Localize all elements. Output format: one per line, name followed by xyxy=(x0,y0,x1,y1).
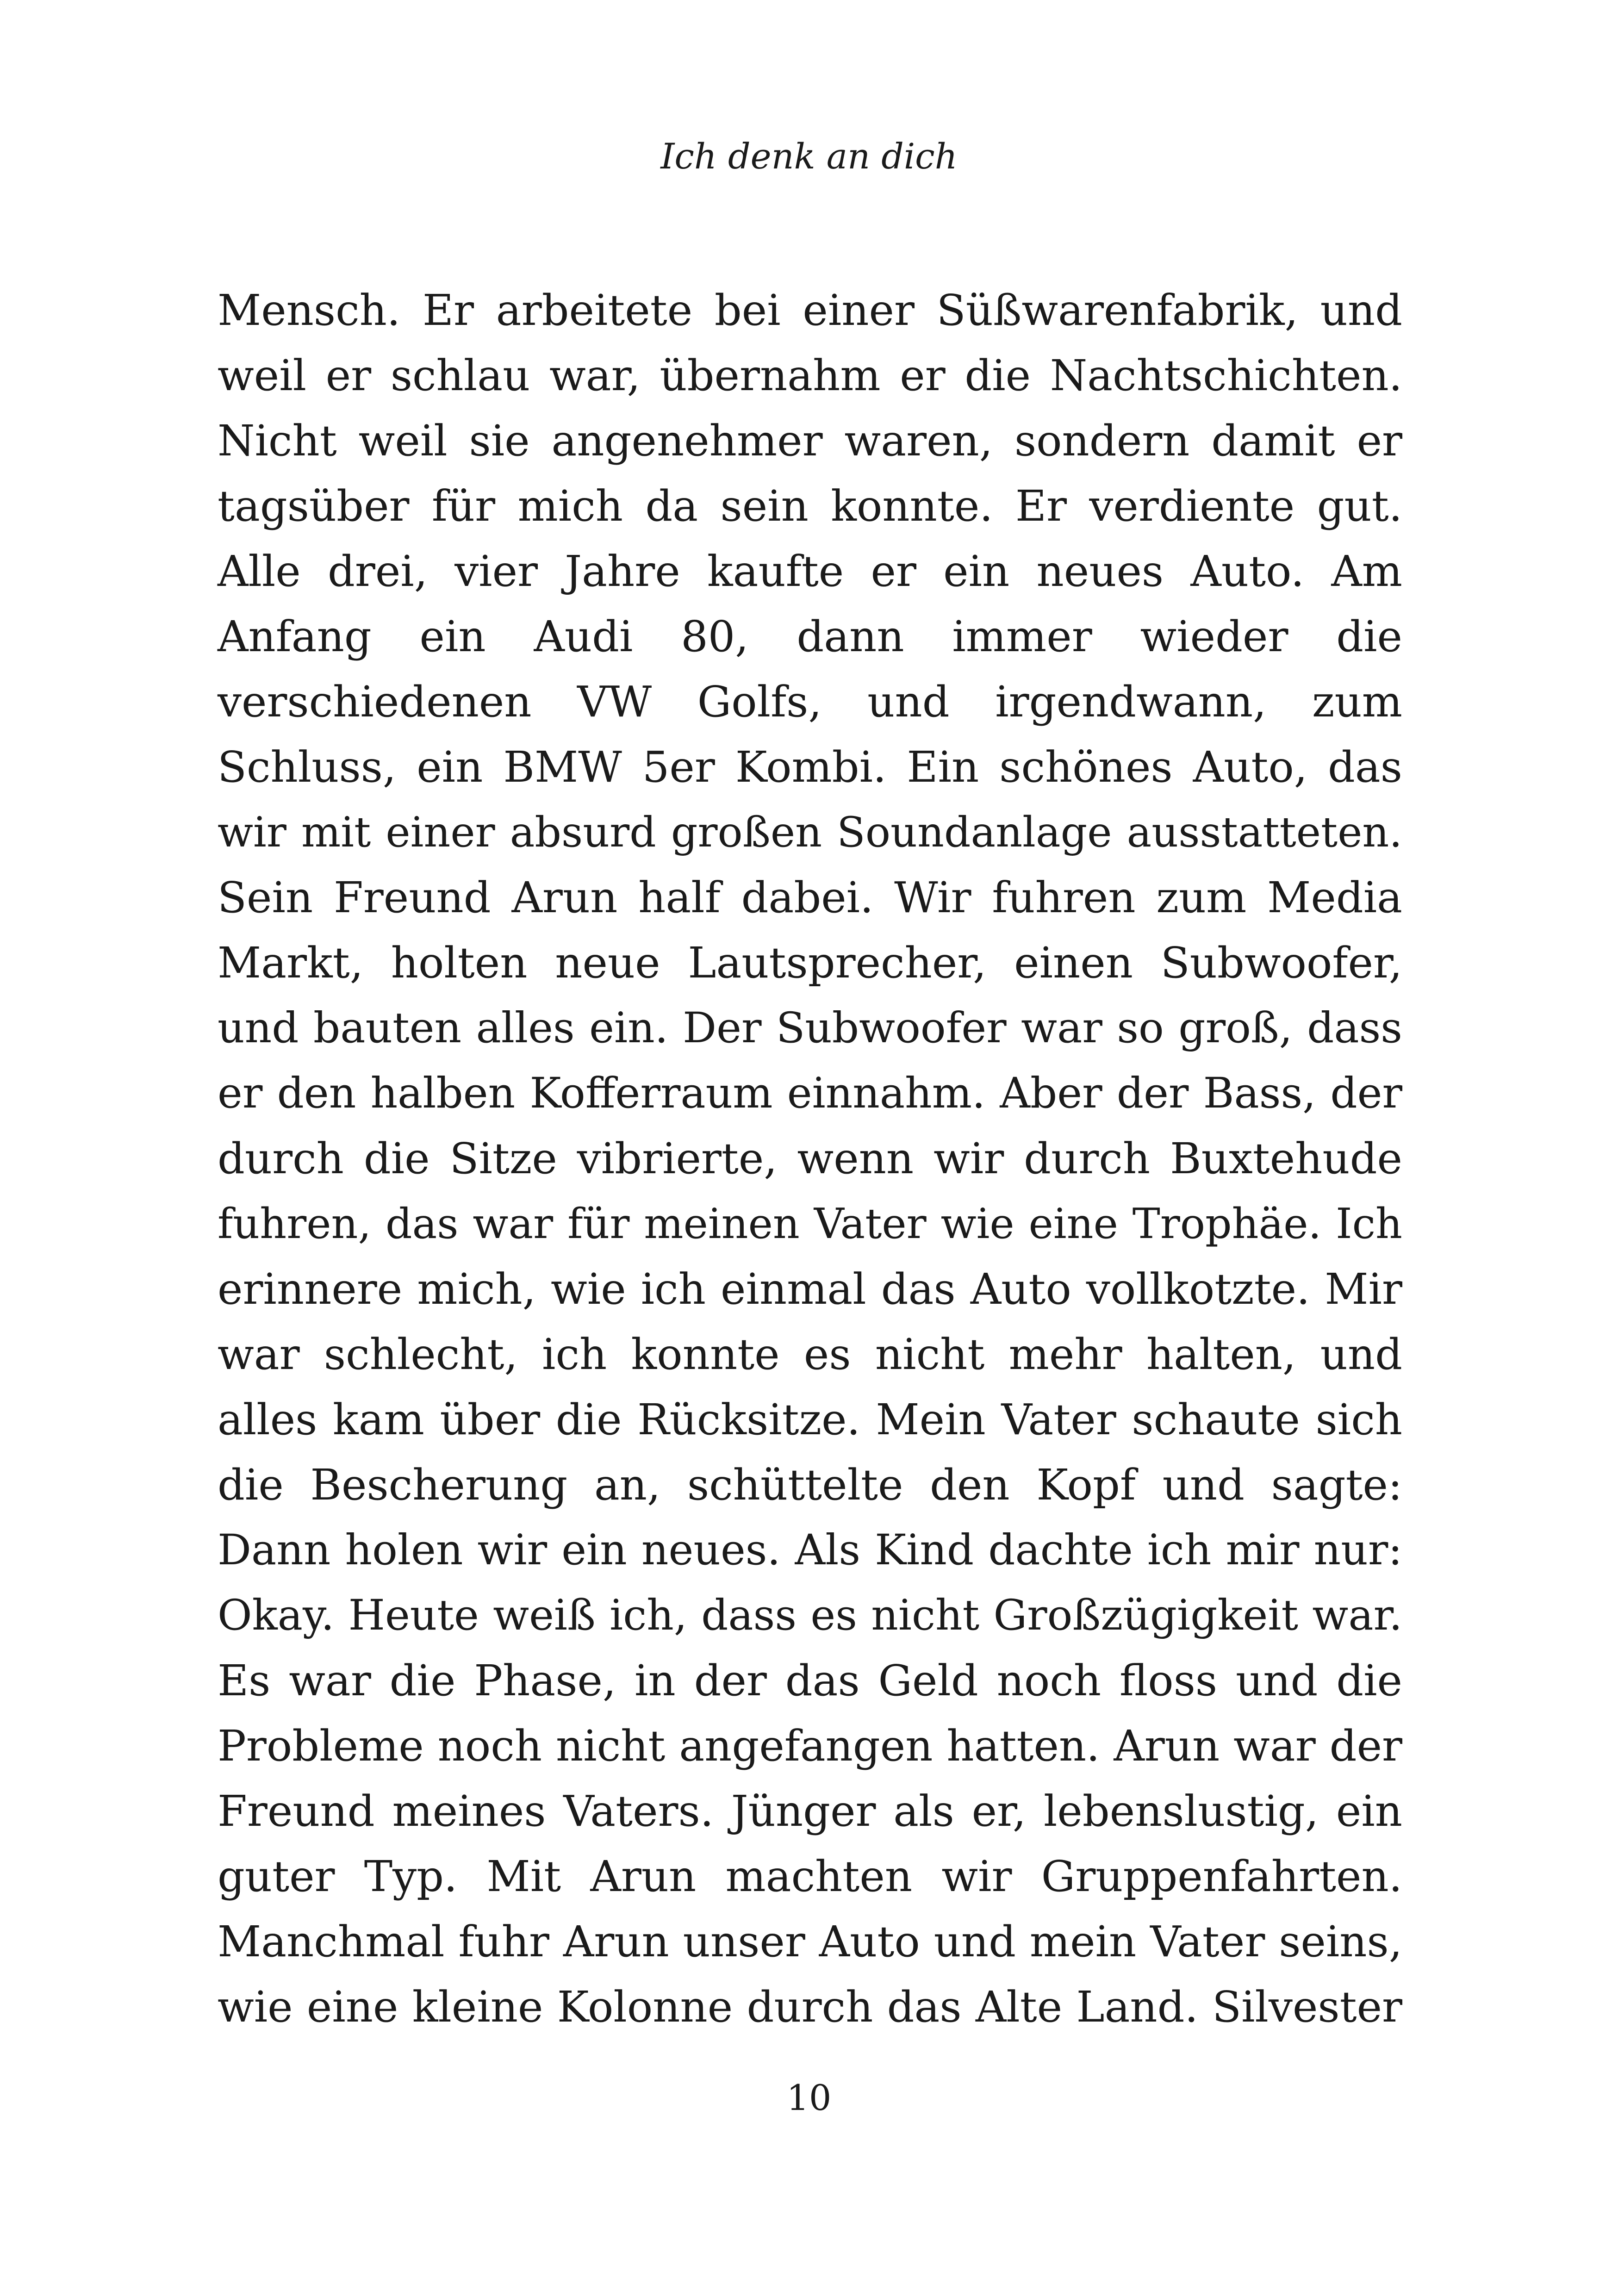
text-line: Schluss, ein BMW 5er Kombi. Ein schönes Auto, das xyxy=(218,742,1402,792)
text-line: Okay. Heute weiß ich, dass es nicht Großzügigkeit war. xyxy=(218,1591,1402,1640)
text-line: Anfang ein Audi 80, dann immer wieder die xyxy=(218,612,1402,661)
text-line: durch die Sitze vibrierte, wenn wir durch Buxtehude xyxy=(218,1134,1402,1183)
body-text xyxy=(218,278,1402,2040)
text-line: wir mit einer absurd großen Soundanlage ausstatteten. xyxy=(218,808,1402,857)
text-line: war schlecht, ich konnte es nicht mehr halten, und xyxy=(218,1330,1402,1379)
text-line: guter Typ. Mit Arun machten wir Gruppenfahrten. xyxy=(218,1852,1402,1901)
text-line: weil er schlau war, übernahm er die Nachtschichten. xyxy=(218,351,1402,400)
text-line: wie eine kleine Kolonne durch das Alte Land. Silvester xyxy=(218,1982,1402,2032)
text-line: Probleme noch nicht angefangen hatten. Arun war der xyxy=(218,1721,1402,1771)
text-line: Nicht weil sie angenehmer waren, sondern damit er xyxy=(218,416,1402,466)
text-line: Mensch. Er arbeitete bei einer Süßwarenfabrik, und xyxy=(218,286,1402,335)
running-header: Ich denk an dich xyxy=(660,136,958,177)
text-line: alles kam über die Rücksitze. Mein Vater schaute sich xyxy=(218,1395,1402,1444)
text-line: die Bescherung an, schüttelte den Kopf und sagte: xyxy=(218,1460,1402,1510)
page-number: 10 xyxy=(786,2077,832,2118)
text-line: verschiedenen VW Golfs, und irgendwann, zum xyxy=(218,677,1402,727)
text-line: erinnere mich, wie ich einmal das Auto vollkotzte. Mir xyxy=(218,1264,1402,1314)
text-line: Markt, holten neue Lautsprecher, einen Subwoofer, xyxy=(218,938,1402,988)
text-line: fuhren, das war für meinen Vater wie eine Trophäe. Ich xyxy=(218,1200,1402,1248)
text-line: er den halben Kofferraum einnahm. Aber der Bass, der xyxy=(218,1069,1402,1118)
text-line: und bauten alles ein. Der Subwoofer war so groß, dass xyxy=(218,1004,1402,1052)
text-line: Es war die Phase, in der das Geld noch floss und die xyxy=(218,1656,1402,1705)
text-line: tagsüber für mich da sein konnte. Er verdiente gut. xyxy=(218,481,1402,531)
text-line: Freund meines Vaters. Jünger als er, lebenslustig, ein xyxy=(218,1786,1402,1836)
text-line: Alle drei, vier Jahre kaufte er ein neues Auto. Am xyxy=(218,547,1402,596)
text-line: Dann holen wir ein neues. Als Kind dachte ich mir nur: xyxy=(218,1526,1402,1574)
text-line: Sein Freund Arun half dabei. Wir fuhren zum Media xyxy=(218,873,1402,922)
text-line: Manchmal fuhr Arun unser Auto und mein Vater seins, xyxy=(218,1917,1402,1966)
